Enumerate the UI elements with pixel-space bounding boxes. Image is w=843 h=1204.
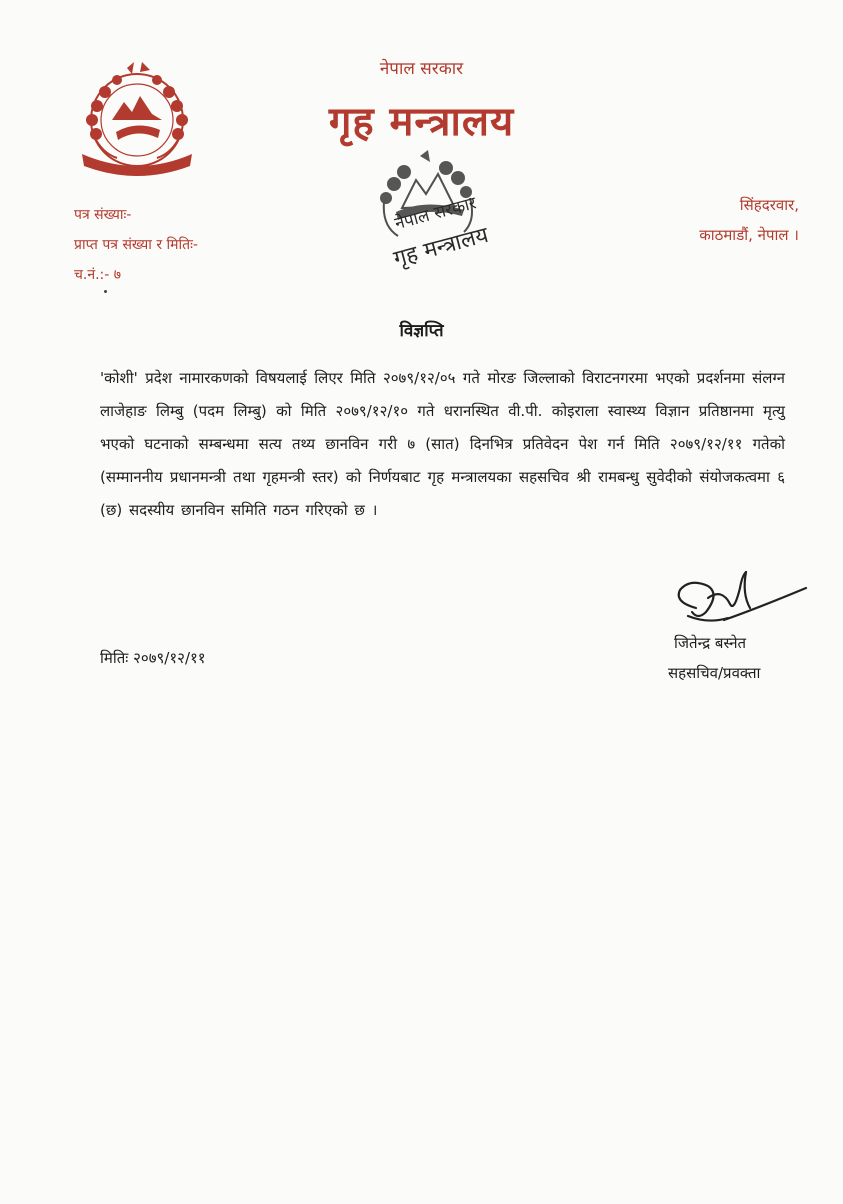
reference-number: पत्र संख्याः- (74, 207, 132, 223)
signature-icon (668, 568, 810, 630)
office-address (699, 190, 799, 250)
ink-dot (104, 290, 107, 293)
notice-body: 'कोशी' प्रदेश नामारकणको विषयलाई लिएर मिति २०७९/१२/०५ गते मोरङ जिल्लाको विराटनगरमा भएको प्रदर्शनमा संलग्न लाजेहाङ लिम्बु (पदम लिम्बु) को मिति २०७९/१२/१० गते धरानस्थित वी.पी. कोइराला स्वास्थ्य विज्ञान प्रतिष्ठानमा मृत्यु भएको घटनाको सम्बन्धमा सत्य तथ्य छानविन गरी ७ (सात) दिनभित्र प्रतिवेदन पेश गर्न मिति २०७९/१२/११ गतेको (सम्माननीय प्रधानमन्त्री तथा गृहमन्त्री स्तर) को निर्णयबाट गृह मन्त्रालयका सहसचिव श्री रामबन्धु सुवेदीको संयोजकत्वमा ६ (छ) सदस्यीय छानविन समिति गठन गरिएको छ । (100, 369, 785, 519)
received-reference: प्राप्त पत्र संख्या र मितिः- (74, 237, 198, 253)
government-name: नेपाल सरकार (379, 59, 464, 79)
ministry-title: गृह मन्त्रालय (328, 99, 515, 145)
signatory-name: जितेन्द्र बस्नेत (674, 634, 747, 652)
dispatch-number: च.नं.:- ७ (74, 267, 122, 283)
signatory-title: सहसचिव/प्रवक्ता (668, 664, 761, 682)
seal-text-ministry: गृह मन्त्रालय (391, 222, 492, 273)
address-line-1: सिंहदरवार, (739, 196, 799, 214)
reference-block (74, 200, 198, 290)
seal-text-government: नेपाल सरकार (392, 193, 479, 235)
notice-heading: विज्ञप्ति (399, 321, 444, 341)
address-line-2: काठमाडौं, नेपाल । (699, 226, 799, 244)
notice-date: मितिः २०७९/१२/११ (100, 649, 206, 667)
